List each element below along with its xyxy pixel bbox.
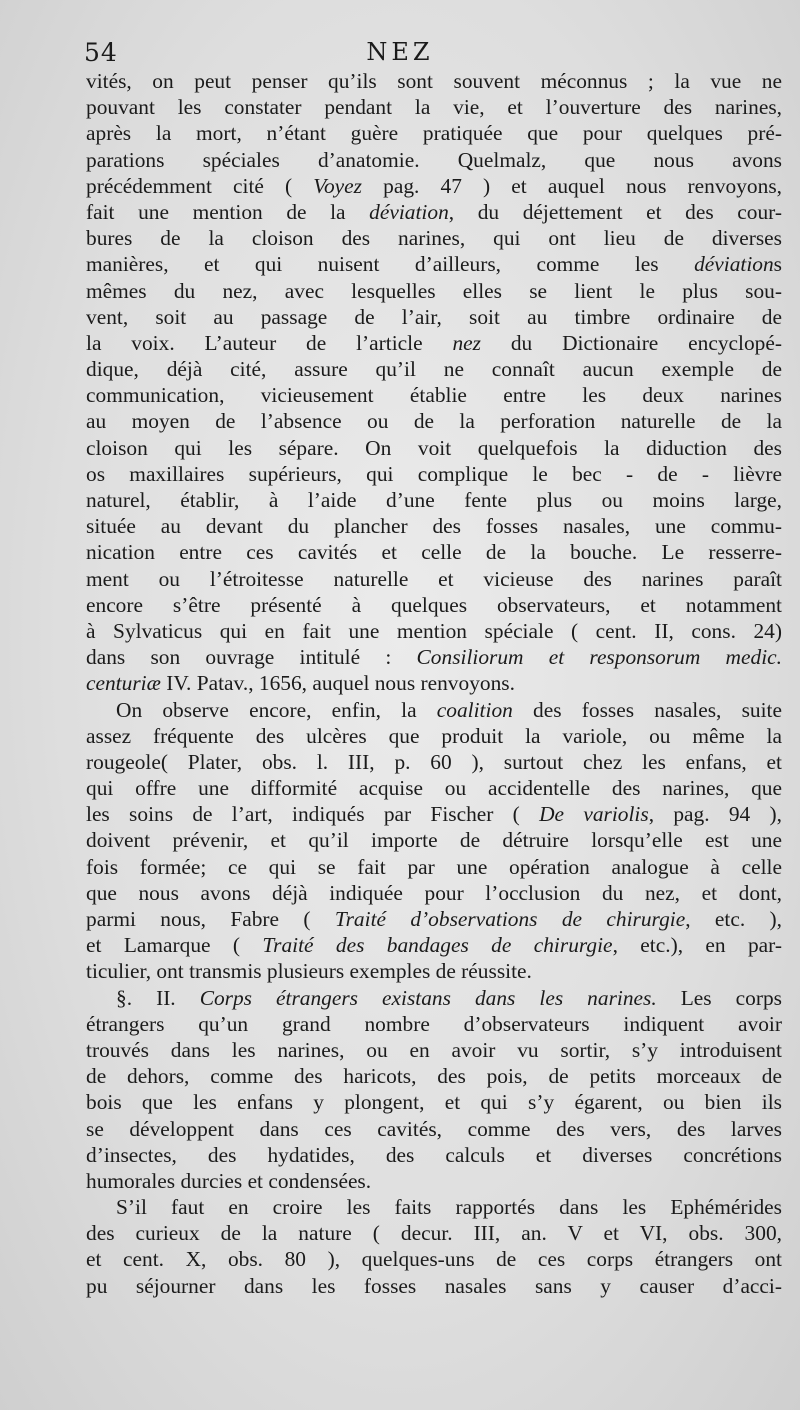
text-line: située au devant du plancher des fosses nasales, une commu- [86,514,782,539]
text-line: des curieux de la nature ( decur. III, an. V et VI, obs. 300, [86,1221,782,1246]
text-line: au moyen de l’absence ou de la perforation naturelle de la [86,409,782,434]
text-line: à Sylvaticus qui en fait une mention spéciale ( cent. II, cons. 24) [86,618,782,643]
text-line: nication entre ces cavités et celle de la bouche. Le resserre- [86,540,782,565]
text-line: dique, déjà cité, assure qu’il ne connaît aucun exemple de [86,357,782,382]
text-line: On observe encore, enfin, la coalition des fosses nasales, suite [116,697,782,722]
text-line: rougeole( Plater, obs. l. III, p. 60 ), surtout chez les enfans, et [86,749,782,774]
text-line: cloison qui les sépare. On voit quelquefois la diduction des [86,435,782,460]
text-line: pouvant les constater pendant la vie, et l’ouverture des narines, [86,95,782,120]
text-line: ment ou l’étroitesse naturelle et vicieuse des narines paraît [86,566,782,591]
text-line: après la mort, n’étant guère pratiquée que pour quelques pré- [86,121,782,146]
text-line: vent, soit au passage de l’air, soit au timbre ordinaire de [86,304,782,329]
text-line: assez fréquente des ulcères que produit la variole, ou même la [86,723,782,748]
text-line: et cent. X, obs. 80 ), quelques-uns de ces corps étrangers ont [86,1247,782,1272]
text-line: la voix. L’auteur de l’article nez du Dictionaire encyclopé- [86,330,782,355]
text-line: mêmes du nez, avec lesquelles elles se lient le plus sou- [86,278,782,303]
text-line: trouvés dans les narines, ou en avoir vu sortir, s’y introduisent [86,1037,782,1062]
text-line: qui offre une difformité acquise ou accidentelle des narines, que [86,776,782,801]
text-line: se développent dans ces cavités, comme des vers, des larves [86,1116,782,1141]
text-line: centuriæ IV. Patav., 1656, auquel nous renvoyons. [86,671,515,696]
text-line: précédemment cité ( Voyez pag. 47 ) et auquel nous renvoyons, [86,173,782,198]
text-line: les soins de l’art, indiqués par Fischer ( De variolis, pag. 94 ), [86,802,782,827]
text-line: d’insectes, des hydatides, des calculs et diverses concrétions [86,1142,782,1167]
text-line: fois formée; ce qui se fait par une opération analogue à celle [86,854,782,879]
body-text [86,68,782,1299]
text-line: §. II. Corps étrangers existans dans les narines. Les corps [116,985,782,1010]
page-header [84,38,716,68]
text-line: encore s’être présenté à quelques observateurs, et notamment [86,592,782,617]
text-line: fait une mention de la déviation, du déjettement et des cour- [86,199,782,224]
text-line: et Lamarque ( Traité des bandages de chirurgie, etc.), en par- [86,933,782,958]
text-line: pu séjourner dans les fosses nasales sans y causer d’acci- [86,1273,782,1298]
text-line: que nous avons déjà indiquée pour l’occlusion du nez, et dont, [86,880,782,905]
running-title: NEZ [366,38,434,66]
text-line: manières, et qui nuisent d’ailleurs, comme les déviations [86,252,782,277]
text-line: os maxillaires supérieurs, qui complique le bec - de - lièvre [86,461,782,486]
text-line: de dehors, comme des haricots, des pois, de petits morceaux de [86,1064,782,1089]
text-line: humorales durcies et condensées. [86,1168,372,1193]
page-number: 54 [84,38,118,67]
text-line: parmi nous, Fabre ( Traité d’observations de chirurgie, etc. ), [86,907,782,931]
text-line: doivent prévenir, et qu’il importe de détruire lorsqu’elle est une [86,828,782,853]
text-line: ticulier, ont transmis plusieurs exemples de réussite. [86,959,532,984]
text-line: dans son ouvrage intitulé : Consiliorum et responsorum medic. [86,645,782,670]
text-line: parations spéciales d’anatomie. Quelmalz, que nous avons [86,147,782,172]
text-line: communication, vicieusement établie entre les deux narines [86,383,782,408]
text-line: S’il faut en croire les faits rapportés dans les Ephémérides [116,1195,782,1220]
text-line: vités, on peut penser qu’ils sont souvent méconnus ; la vue ne [86,69,782,93]
text-line: bures de la cloison des narines, qui ont lieu de diverses [86,226,782,251]
text-line: étrangers qu’un grand nombre d’observateurs indiquent avoir [86,1011,782,1036]
text-line: naturel, établir, à l’aide d’une fente plus ou moins large, [86,488,782,512]
text-line: bois que les enfans y plongent, et qui s’y égarent, ou bien ils [86,1090,782,1115]
